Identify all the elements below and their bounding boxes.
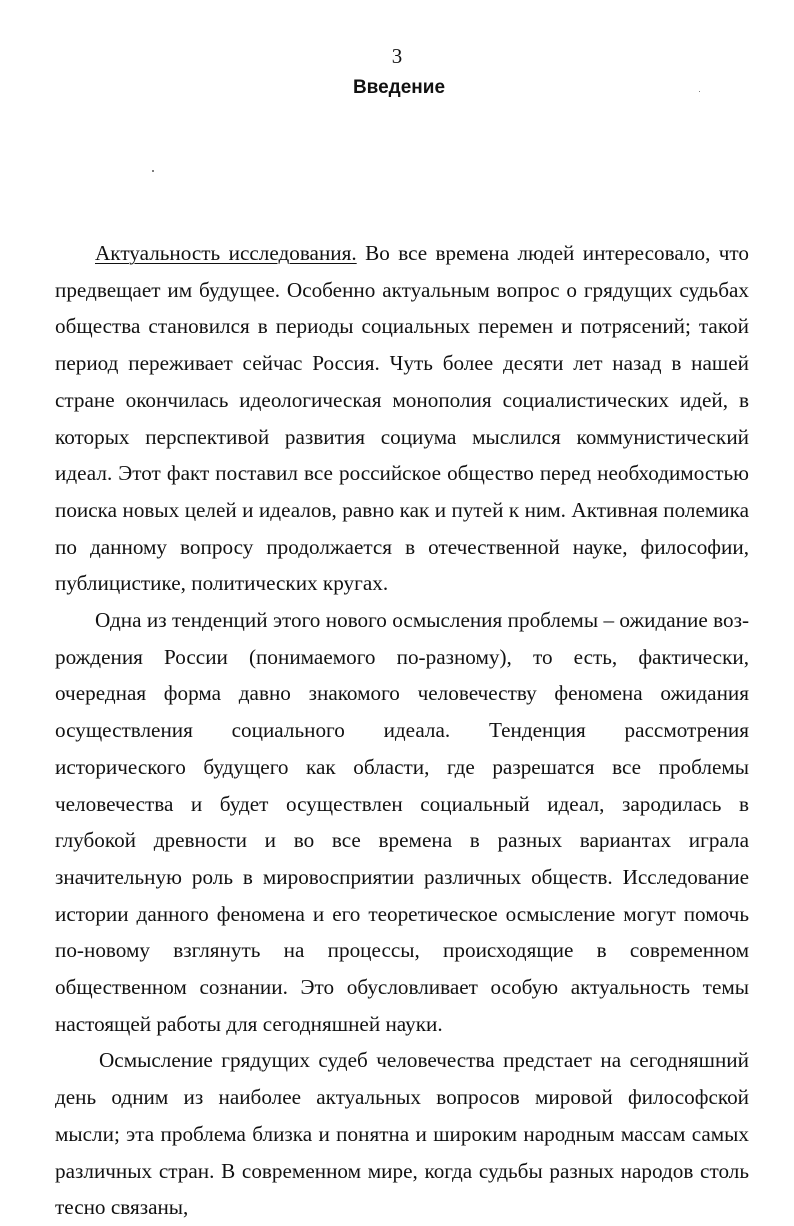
page-number: 3 (391, 44, 403, 68)
paragraph-relevance (55, 235, 749, 602)
document-body (55, 235, 749, 1226)
paragraph-tendency: Одна из тенденций этого нового осмысления проблемы – ожидание возрождения России (понимаемого по-разному), то есть, фактически, очередная форма давно знакомого человечеству феномена ожидания осуществления социального идеала. Тенденция рассмотрения исторического будущего как области, где разрешатся все проблемы человечества и будет осуществлен социальный идеал, зародилась в глубокой древности и во все времена в разных вариантах играла значительную роль в мировосприятии различных обществ. Исследование истории данного феномена и его теоретическое осмысление могут помочь по-новому взглянуть на процессы, происходящие в современном общественном сознании. Это обусловливает особую актуальность темы настоящей работы для сегодняшней науки. (55, 608, 749, 1036)
paragraph-comprehension: Осмысление грядущих судеб человечества предстает на сегодняшний день одним из наиболее актуальных вопросов мировой философской мысли; эта проблема близка и понятна и широким народным массам самых различных стран. В современном мире, когда судьбы разных народов столь тесно связаны, (55, 1048, 749, 1220)
page-title: Введение (352, 77, 446, 98)
section-lead-heading: Актуальность исследования. (95, 241, 357, 265)
scan-speck (152, 170, 154, 172)
paragraph-text: Во все времена людей интересовало, что предвещает им будущее. Особенно актуальным вопрос о грядущих судьбах общества становился в периоды социальных перемен и потрясений; такой период переживает сейчас Россия. Чуть более десяти лет назад в нашей стране окончилась идеологическая монополия социалистических идей, в которых перспективой развития социума мыслился коммунистический идеал. Этот факт поставил все российское общество перед необходимостью поиска новых целей и идеалов, равно как и путей к ним. Активная полемика по данному вопросу продолжается в отечественной науке, философии, публицистике, политических кругах. (55, 241, 749, 596)
scan-speck (699, 91, 700, 92)
